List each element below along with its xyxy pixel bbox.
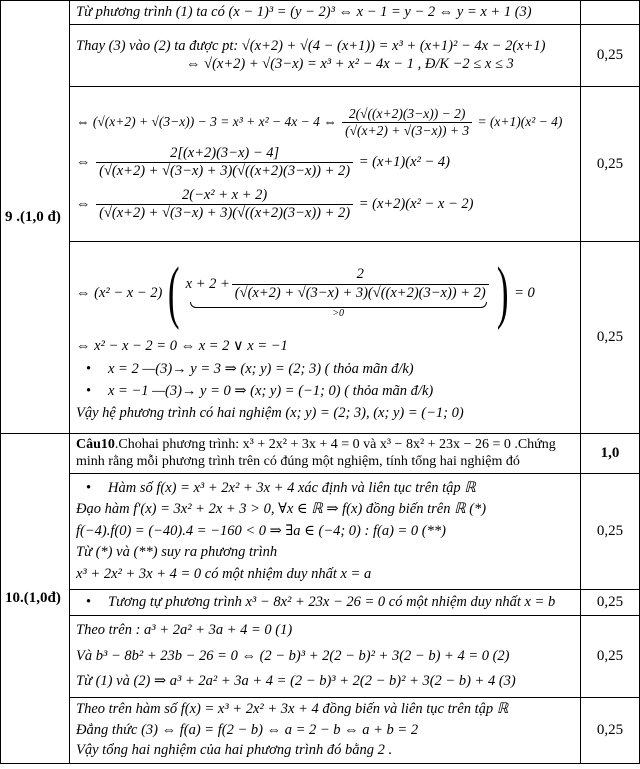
q10-row-d: [1, 698, 640, 764]
q9-step-4a-open-paren: (: [168, 254, 180, 332]
q9-step-3a-num: 2(√((x+2)(3−x)) − 2): [342, 106, 472, 123]
q10-d1: Theo trên hàm số f(x) = x³ + 2x² + 3x + 4 đồng biến và liên tục trên tập ℝ: [76, 701, 509, 718]
q9-score-1-empty: [581, 1, 640, 25]
q10-part-c: [70, 616, 581, 698]
q9-step-3b-arrow: ⇔: [76, 154, 91, 171]
q9-step-4d: • x = −1 —(3)→ y = 0 ⇒ (x; y) = (−1; 0) ( thỏa mãn đ/k): [76, 383, 574, 400]
q9-step-3c-den: (√(x+2) + √(3−x) + 3)(√((x+2)(3−x)) + 2): [99, 205, 351, 222]
q9-step-2: [70, 25, 581, 87]
q10-a2: Đạo hàm f′(x) = 3x² + 2x + 3 > 0, ∀x ∈ ℝ ⇒ f(x) đồng biến trên ℝ (*): [76, 501, 487, 518]
q9-step-3c-num: 2(−x² + x + 2): [96, 187, 353, 205]
q9-step-3a: [76, 106, 574, 139]
q9-step-1-text: Từ phương trình (1) ta có (x − 1)³ = (y − 2)³ ⇔ x − 1 = y − 2 ⇔ y = x + 1 (3): [76, 3, 532, 20]
q9-row-1: [1, 1, 640, 25]
q10-label: 10.(1,0đ): [1, 434, 70, 764]
q9-step-3a-right: = (x+1)(x² − 4): [477, 113, 563, 129]
q10-c2: Và b³ − 8b² + 23b − 26 = 0 ⇔ (2 − b)³ + 2(2 − b)² + 3(2 − b) + 4 = 0 (2): [76, 647, 510, 664]
q9-row-4: [1, 242, 640, 434]
q9-step-2a: Thay (3) vào (2) ta được pt: √(x+2) + √(4 − (x+1)) = x³ + (x+1)² − 4x − 2(x+1): [76, 38, 546, 55]
q10-part-a: [70, 474, 581, 590]
q9-step-4a: [76, 252, 574, 334]
q9-step-4e: Vậy hệ phương trình có hai nghiệm (x; y) = (2; 3), (x; y) = (−1; 0): [76, 405, 464, 422]
q9-step-3a-left: ⇔ (√(x+2) + √(3−x)) − 3 = x³ + x² − 4x − 4 ⇔: [76, 113, 337, 129]
q10-score-c: 0,25: [581, 616, 640, 698]
q10-score-d: 0,25: [581, 698, 640, 764]
q10-a5: x³ + 2x² + 3x + 4 = 0 có một nhiệm duy nhất x = a: [76, 565, 372, 582]
q10-b1: • Tương tự phương trình x³ − 8x² + 23x − 26 = 0 có một nhiệm duy nhất x = b: [76, 594, 574, 611]
q9-step-4a-right: = 0: [514, 284, 535, 301]
q9-score-3: 0,25: [581, 87, 640, 242]
q9-step-4a-fraction: [232, 266, 489, 302]
q10-row-a: [1, 474, 640, 590]
q10-part-d: [70, 698, 581, 764]
q10-d2: Đẳng thức (3) ⇔ f(a) = f(2 − b) ⇔ a = 2 − b ⇔ a + b = 2: [76, 721, 419, 738]
q10-title-rest: .Chohai phương trình: x³ + 2x² + 3x + 4 = 0 và x³ − 8x² + 23x − 26 = 0 .Chứng minh rằng mỗi phương trình trên có đúng một nghiệm, tính tổng hai nghiệm đó: [76, 437, 556, 469]
q10-part-b: [70, 590, 581, 616]
q9-step-4: [70, 242, 581, 434]
q9-step-3c-fraction: [96, 187, 353, 223]
q10-score-title: 1,0: [581, 434, 640, 474]
q9-step-4a-left: ⇔ (x² − x − 2): [76, 284, 163, 301]
q9-step-4a-inner: x + 2 +: [185, 275, 230, 292]
q9-step-3: [70, 87, 581, 242]
q9-step-4b: ⇔ x² − x − 2 = 0 ⇔ x = 2 ∨ x = −1: [76, 338, 288, 355]
q9-step-4a-num: 2: [232, 266, 489, 284]
q10-score-a: 0,25: [581, 474, 640, 590]
q10-title: [70, 434, 581, 474]
q9-step-4c: • x = 2 —(3)→ y = 3 ⇒ (x; y) = (2; 3) ( thỏa mãn đ/k): [76, 361, 574, 378]
q9-step-3b: [76, 145, 574, 181]
q10-row-title: [1, 434, 640, 474]
q9-step-4a-close-paren: ): [496, 254, 509, 332]
q10-title-bold: Câu10: [76, 437, 115, 453]
q10-row-c: [1, 616, 640, 698]
q9-step-3c-arrow: ⇔: [76, 195, 91, 212]
q9-step-3b-right: = (x+1)(x² − 4): [358, 154, 450, 171]
q10-c3: Từ (1) và (2) ⇒ a³ + 2a² + 3a + 4 = (2 − b)³ + 2(2 − b)² + 3(2 − b) + 4 (3): [76, 673, 516, 690]
q9-step-4a-den: (√(x+2) + √(3−x) + 3)(√((x+2)(3−x)) + 2): [234, 284, 486, 301]
q10-c1: Theo trên : a³ + 2a² + 3a + 4 = 0 (1): [76, 622, 293, 639]
q9-step-3c: [76, 187, 574, 223]
q10-a1: • Hàm số f(x) = x³ + 2x² + 3x + 4 xác định và liên tục trên tập ℝ: [76, 480, 574, 497]
q9-step-3b-num: 2[(x+2)(3−x) − 4]: [96, 145, 353, 163]
q9-step-3b-den: (√(x+2) + √(3−x) + 3)(√((x+2)(3−x)) + 2): [99, 163, 351, 180]
q9-score-2: 0,25: [581, 25, 640, 87]
q9-row-3: [1, 87, 640, 242]
q9-step-3a-den: (√(x+2) + √(3−x)) + 3: [345, 122, 470, 138]
q9-step-1: [70, 1, 581, 25]
q9-score-4: 0,25: [581, 242, 640, 434]
q10-score-b: 0,25: [581, 590, 640, 616]
q9-step-2b: ⇔ √(x+2) + √(3−x) = x³ + x² − 4x − 1 , Đ/K −2 ≤ x ≤ 3: [186, 55, 514, 72]
q10-a3: f(−4).f(0) = (−40).4 = −160 < 0 ⇒ ∃a ∈ (−4; 0) : f(a) = 0 (**): [76, 522, 446, 539]
q10-d3: Vậy tổng hai nghiệm của hai phương trình đó bằng 2 .: [76, 742, 393, 759]
q9-step-3c-right: = (x+2)(x² − x − 2): [358, 195, 474, 212]
q10-a4: Từ (*) và (**) suy ra phương trình: [76, 544, 278, 561]
q10-row-b: [1, 590, 640, 616]
q9-row-2: [1, 25, 640, 87]
q9-step-4a-under-label: >0: [332, 308, 345, 320]
q9-step-4a-underbraced: [186, 266, 491, 320]
q9-step-3b-fraction: [96, 145, 353, 181]
q9-label: 9 .(1,0 đ): [1, 1, 70, 434]
q9-step-3a-fraction: [342, 106, 472, 139]
